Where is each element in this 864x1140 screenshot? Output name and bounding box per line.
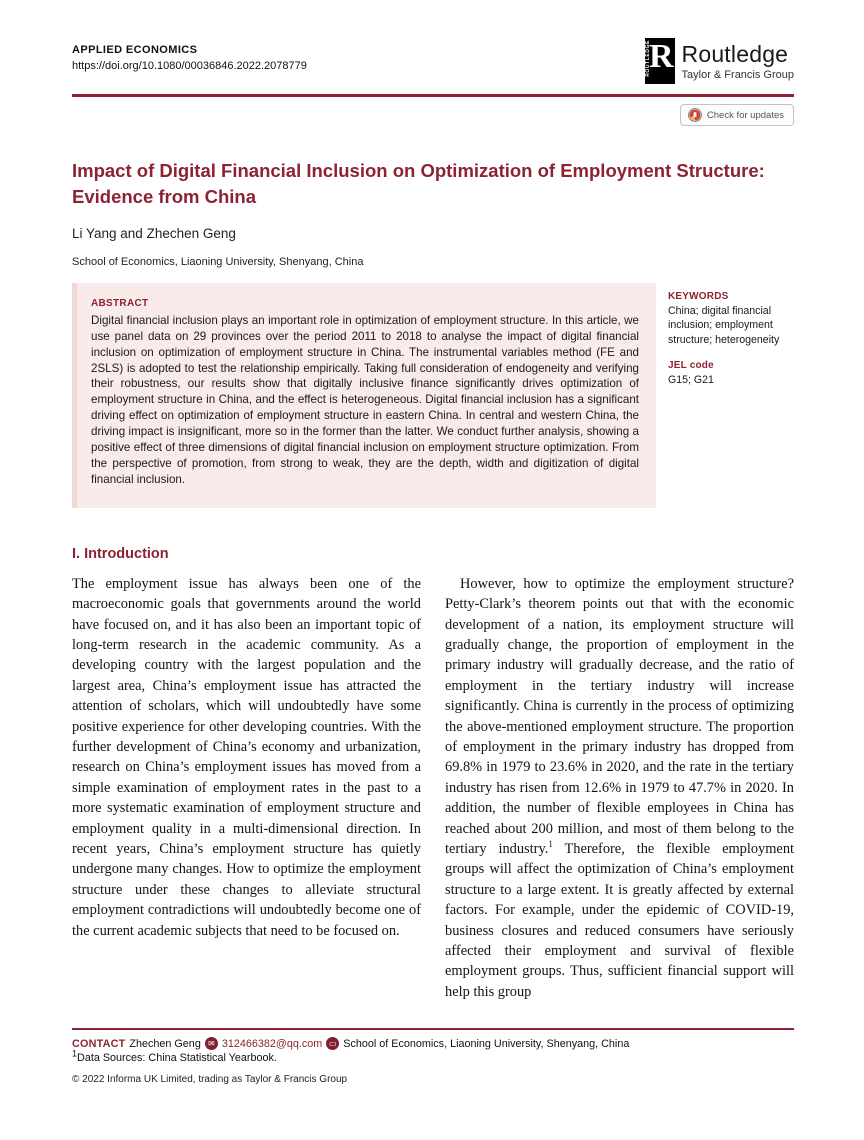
publisher-logo-text <box>682 41 794 81</box>
page-header <box>72 0 794 84</box>
publisher-tagline: Taylor & Francis Group <box>681 69 794 81</box>
abstract-label: ABSTRACT <box>91 297 149 309</box>
left-column-paragraph: The employment issue has always been one of the macroeconomic goals that governments around the world have focused on, and it has also been an important topic of long-term research in the academic community. As a developing country with the largest population and the largest area, China’s employment issue has attracted the attention of scholars, which will undoubtedly have some positive experience for other developing countries. With the further development of China’s economy and urbanization, research on China’s employment issues has moved from a simple examination of employment rates in the past to a more systematic examination of employment structure and employment quality in a multi-dimensional direction. In recent years, China’s employment structure has quietly undergone many changes. How to optimize the employment structure under these changes to alleviate structural employment contradictions will undoubtedly become one of the current academic subjects that need to be focused on. <box>72 575 421 939</box>
email-icon: ✉ <box>205 1037 218 1050</box>
journal-info <box>72 44 307 72</box>
contact-email-link[interactable]: 312466382@qq.com <box>221 1037 323 1050</box>
contact-name: Zhechen Geng <box>129 1037 201 1050</box>
crossmark-icon <box>688 108 702 122</box>
check-for-updates-button[interactable] <box>680 104 794 126</box>
copyright-line: © 2022 Informa UK Limited, trading as Taylor & Francis Group <box>72 1074 348 1085</box>
page-footer <box>72 1028 794 1085</box>
contact-label: CONTACT <box>72 1037 126 1050</box>
jel-code-label: JEL code <box>668 360 714 372</box>
header-divider <box>72 94 794 97</box>
contact-affiliation: School of Economics, Liaoning University, Shenyang, China <box>343 1037 630 1050</box>
footnote-line: $^1$Data Sources: China Statistical Yearbook. <box>72 1048 277 1064</box>
keywords-label: KEYWORDS <box>668 290 729 302</box>
article-authors: Li Yang and Zhechen Geng <box>72 225 236 241</box>
routledge-vertical-text: ROUTLEDGE <box>644 40 651 77</box>
keywords-text: China; digital financial inclusion; employment structure; heterogeneity <box>668 304 780 346</box>
publisher-name: Routledge <box>681 41 789 67</box>
article-affiliation: School of Economics, Liaoning University, Shenyang, China <box>72 255 364 268</box>
article-title: Impact of Digital Financial Inclusion on Optimization of Employment Structure: Evidence from China <box>72 160 765 207</box>
right-column-paragraph: However, how to optimize the employment structure? Petty-Clark’s theorem points out that with the economic development of a nation, its employment structure will gradually change, the proportion of employment in the primary industry will gradually decrease, and the ratio of employment in the tertiary industry will increase significantly. China is currently in the process of optimizing the above-mentioned employment structure. The proportion of employment in the primary industry has dropped from 69.8% in 1979 to 23.6% in 2020, and the rate in the tertiary industry has risen from 12.6% in 1979 to 47.7% in 2020. In addition, the number of flexible employees in China has reached about 200 million, and most of them belong to the tertiary industry.$^1$ Therefore, the flexible employment groups will affect the optimization of China’s employment structure to a large extent. It is greatly affected by external factors. For example, under the epidemic of COVID-19, business closures and reduced consumers have seriously affected their employment and survival of flexible employment groups. Thus, sufficient financial support will help this group <box>445 575 795 1000</box>
routledge-monogram: R <box>648 38 674 75</box>
journal-name: APPLIED ECONOMICS <box>72 44 198 56</box>
contact-line <box>72 1037 794 1050</box>
body-left-column <box>72 574 421 1003</box>
footer-divider <box>72 1028 794 1030</box>
section-heading-introduction: I. Introduction <box>72 545 169 562</box>
abstract-box <box>72 283 656 508</box>
keywords-rail <box>668 283 794 508</box>
doi-link[interactable]: https://doi.org/10.1080/00036846.2022.2078779 <box>72 60 307 72</box>
footnote-reference-1: 1 <box>548 839 553 850</box>
routledge-logo-icon <box>645 38 675 84</box>
abstract-text: Digital financial inclusion plays an important role in optimization of employment structure. In this article, we use panel data on 29 provinces over the period 2011 to 2018 to analyse the impact of digital financial inclusion on optimization of employment structure in China. The instrumental variables method (FE and 2SLS) is adopted to test the relationship empirically. Taking full consideration of endogeneity and verifying their robustness, our results show that digitally inclusive finance significantly drives optimization of employment structure in China, and the effect is heterogeneous. Digital financial inclusion has a significant driving effect on optimization of employment structure in eastern China. In central and western China, the driving impact is insignificant, more so in the former than the latter. We conduct further analysis, showing a positive effect of three dimensions of digital financial inclusion on employment structure optimization. From the perspective of promotion, from strong to weak, they are the depth, width and digitization of digital financial inclusion. <box>91 313 639 486</box>
body-columns <box>72 574 794 1003</box>
jel-code-text: G15; G21 <box>668 374 714 387</box>
check-for-updates-label: Check for updates <box>706 109 784 121</box>
affiliation-icon: ▭ <box>326 1037 339 1050</box>
footnote-marker: 1 <box>72 1048 78 1059</box>
publisher-logo <box>645 38 794 84</box>
body-right-column <box>445 574 794 1003</box>
